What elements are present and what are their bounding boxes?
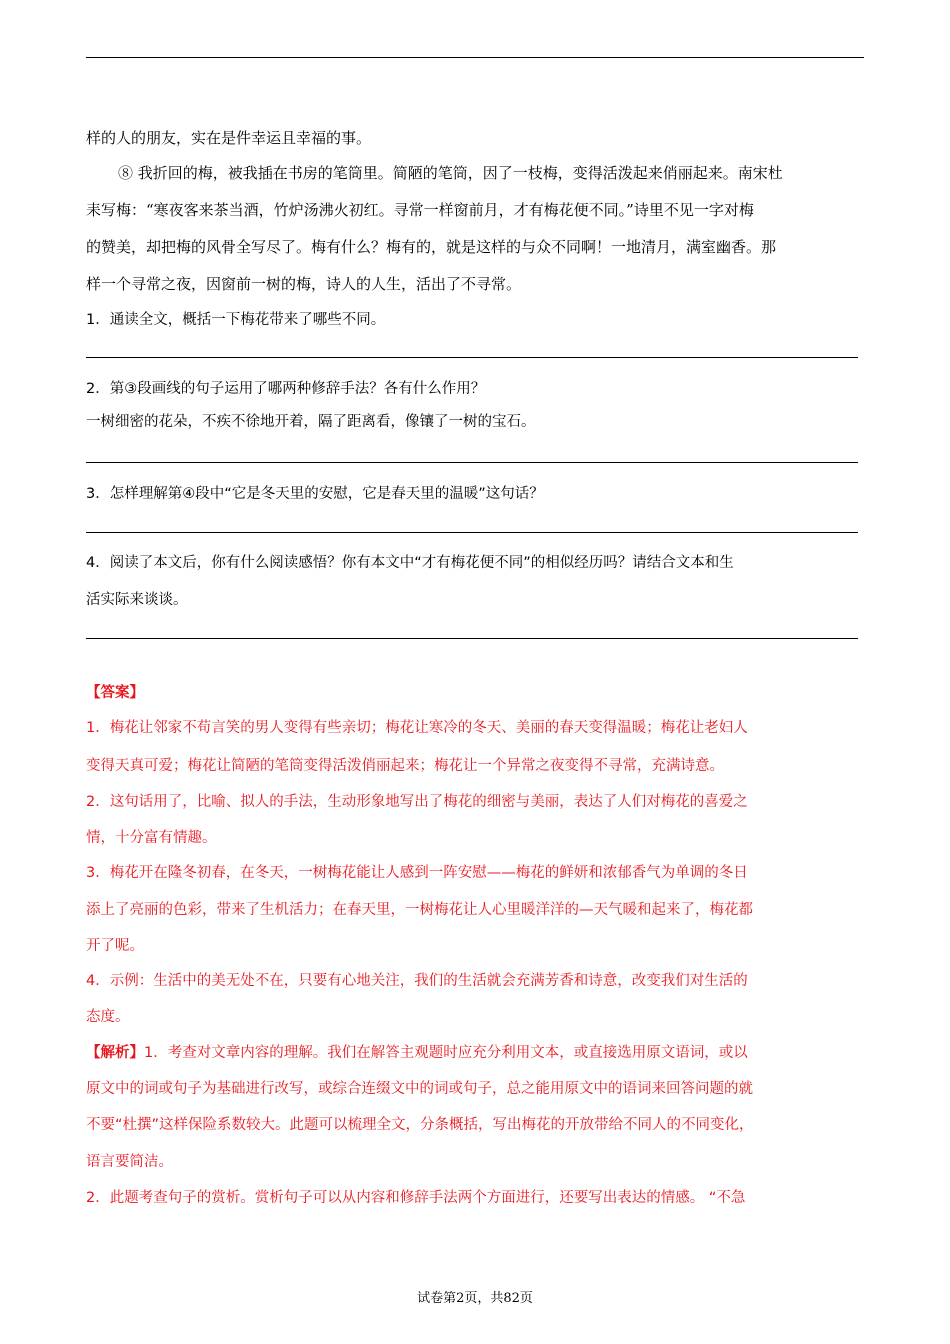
answer-1-line-2: 变得天真可爱；梅花让简陋的笔筒变得活泼俏丽起来；梅花让一个异常之夜变得不寻常，充满诗意。 <box>86 758 724 774</box>
page-footer: 试卷第2页，共82页 <box>417 1291 533 1306</box>
answer-4-line-1: 4．示例：生活中的美无处不在，只要有心地关注，我们的生活就会充满芳香和诗意，改变我们对生活的 <box>86 973 748 989</box>
answer-line-q2[interactable] <box>86 462 858 463</box>
header-rule <box>86 57 864 58</box>
analysis-line-1 <box>86 1043 864 1063</box>
question-1: 1．通读全文，概括一下梅花带来了哪些不同。 <box>86 312 386 328</box>
analysis-line-2: 原文中的词或句子为基础进行改写，或综合连缀文中的词或句子，总之能用原文中的语词来回答问题的就 <box>86 1081 753 1097</box>
analysis-1-first: 1．考查对文章内容的理解。我们在解答主观题时应充分利用文本，或直接选用原文语词，或以 <box>144 1045 748 1061</box>
answer-line-q3[interactable] <box>86 532 858 533</box>
passage-p8-line-3: 的赞美，却把梅的风骨全写尽了。梅有什么？梅有的，就是这样的与众不同啊！一地清月，满室幽香。那 <box>86 238 777 256</box>
question-2-quote: 一树细密的花朵，不疾不徐地开着，隔了距离看，像镶了一树的宝石。 <box>86 414 536 430</box>
analysis-heading: 【解析】 <box>86 1045 144 1061</box>
analysis-line-4: 语言要简洁。 <box>86 1154 173 1170</box>
question-4-line-2: 活实际来谈谈。 <box>86 592 188 608</box>
question-4-line-1: 4．阅读了本文后，你有什么阅读感悟？你有本文中“才有梅花便不同”的相似经历吗？请结合文本和生 <box>86 555 734 571</box>
answer-3-line-1: 3．梅花开在隆冬初春，在冬天，一树梅花能让人感到一阵安慰——梅花的鲜妍和浓郁香气为单调的冬日 <box>86 865 748 881</box>
answer-4-line-2: 态度。 <box>86 1009 130 1025</box>
answer-line-q1[interactable] <box>86 357 858 358</box>
question-2: 2．第③段画线的句子运用了哪两种修辞手法？各有什么作用？ <box>86 381 486 397</box>
answer-1-line-1: 1．梅花让邻家不苟言笑的男人变得有些亲切；梅花让寒冷的冬天、美丽的春天变得温暖；梅花让老妇人 <box>86 720 748 736</box>
passage-p8-line-4: 样一个寻常之夜，因窗前一树的梅，诗人的人生，活出了不寻常。 <box>86 275 522 293</box>
analysis-line-5: 2．此题考查句子的赏析。赏析句子可以从内容和修辞手法两个方面进行，还要写出表达的情感。 “不急 <box>86 1190 746 1206</box>
passage-p7-tail: 样的人的朋友，实在是件幸运且幸福的事。 <box>86 129 372 147</box>
answer-2-line-1: 2．这句话用了，比喻、拟人的手法，生动形象地写出了梅花的细密与美丽，表达了人们对梅花的喜爱之 <box>86 794 748 810</box>
answer-line-q4[interactable] <box>86 638 858 639</box>
answer-3-line-3: 开了呢。 <box>86 938 144 954</box>
analysis-line-3: 不要“杜撰”这样保险系数较大。此题可以梳理全文，分条概括，写出梅花的开放带给不同人的不同变化， <box>86 1117 754 1133</box>
answer-2-line-2: 情，十分富有情趣。 <box>86 830 217 846</box>
passage-p8-line-1: ⑧ 我折回的梅，被我插在书房的笔筒里。简陋的笔筒，因了一枝梅，变得活泼起来俏丽起来。南宋杜 <box>118 164 783 182</box>
answer-heading: 【答案】 <box>86 685 144 701</box>
question-3: 3．怎样理解第④段中“它是冬天里的安慰，它是春天里的温暖”这句话？ <box>86 486 544 502</box>
answer-3-line-2: 添上了亮丽的色彩，带来了生机活力；在春天里，一树梅花让人心里暖洋洋的—天气暖和起来了，梅花都 <box>86 902 753 918</box>
passage-p8-line-2: 耒写梅：“寒夜客来茶当酒，竹炉汤沸火初红。寻常一样窗前月，才有梅花便不同。”诗里不见一字对梅 <box>86 201 754 219</box>
